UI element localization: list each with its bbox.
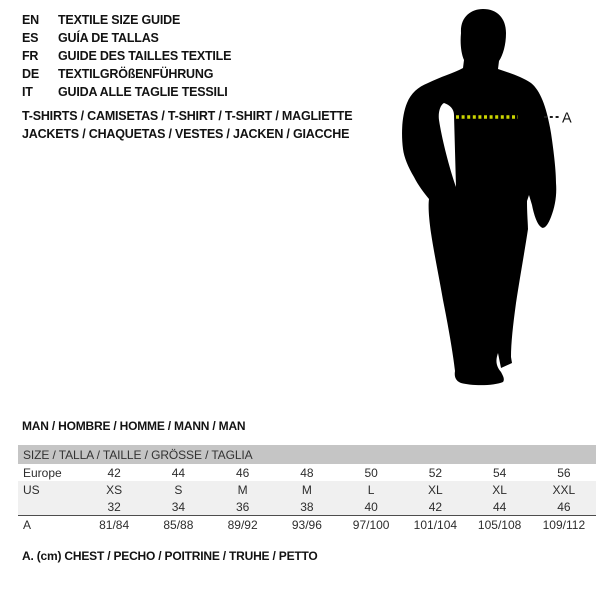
size-table-header: SIZE / TALLA / TAILLE / GRÖSSE / TAGLIA — [23, 447, 253, 462]
cell: 42 — [107, 465, 121, 480]
table-row-europe — [18, 464, 596, 481]
cell: 46 — [557, 499, 571, 514]
language-list — [22, 11, 231, 101]
language-row-es — [22, 29, 231, 47]
category-jackets: JACKETS / CHAQUETAS / VESTES / JACKEN / GIACCHE — [22, 127, 350, 141]
cell: XXL — [552, 482, 576, 497]
man-silhouette — [402, 9, 556, 385]
language-label: GUIDE DES TAILLES TEXTILE — [58, 49, 232, 63]
man-figure — [398, 5, 578, 390]
language-row-de — [22, 65, 231, 83]
language-row-it — [22, 83, 231, 101]
cell: 34 — [171, 499, 186, 514]
man-silhouette-svg — [398, 5, 578, 390]
cell: M — [301, 482, 312, 497]
cell: 93/96 — [275, 516, 339, 535]
cell: 42 — [428, 499, 443, 514]
language-code: EN — [22, 13, 39, 27]
cell: 105/108 — [468, 516, 532, 535]
cell: 32 — [107, 499, 121, 514]
row-label: US — [23, 482, 40, 497]
cell: L — [367, 482, 375, 497]
cell: 40 — [364, 499, 378, 514]
cell: 109/112 — [532, 516, 596, 535]
row-label: A — [18, 516, 82, 535]
cell: 48 — [300, 465, 314, 480]
language-code: IT — [22, 85, 33, 99]
cell: 52 — [428, 465, 443, 480]
language-code: FR — [22, 49, 39, 63]
cell: 89/92 — [211, 516, 275, 535]
cell: 36 — [235, 499, 250, 514]
cell: 44 — [492, 499, 507, 514]
cell: 101/104 — [403, 516, 467, 535]
measure-label-a: A — [562, 110, 572, 127]
cell: 56 — [557, 465, 571, 480]
cell: 38 — [300, 499, 314, 514]
cell: M — [237, 482, 248, 497]
language-row-fr — [22, 47, 231, 65]
language-label: TEXTILGRÖßENFÜHRUNG — [58, 67, 214, 81]
language-label: GUÍA DE TALLAS — [58, 31, 159, 45]
cell: 46 — [235, 465, 250, 480]
cell: XL — [492, 482, 507, 497]
cell: 50 — [364, 465, 378, 480]
size-table-header-row — [18, 445, 596, 464]
language-label: TEXTILE SIZE GUIDE — [58, 13, 181, 27]
category-tshirts: T-SHIRTS / CAMISETAS / T-SHIRT / T-SHIRT / MAGLIETTE — [22, 109, 353, 123]
table-row-intl — [18, 498, 596, 516]
size-table — [18, 445, 596, 534]
row-label: Europe — [23, 465, 62, 480]
cell: 54 — [492, 465, 507, 480]
language-code: ES — [22, 31, 39, 45]
row-label — [18, 498, 82, 516]
language-label: GUIDA ALLE TAGLIE TESSILI — [58, 85, 228, 99]
cell: 85/88 — [146, 516, 210, 535]
cell: 81/84 — [82, 516, 146, 535]
cell: 44 — [171, 465, 186, 480]
cell: S — [174, 482, 183, 497]
cell: XL — [428, 482, 443, 497]
cell: 97/100 — [339, 516, 403, 535]
language-code: DE — [22, 67, 39, 81]
section-title-man: MAN / HOMBRE / HOMME / MANN / MAN — [22, 419, 246, 433]
measurement-footnote: A. (cm) CHEST / PECHO / POITRINE / TRUHE / PETTO — [22, 549, 318, 563]
table-row-us — [18, 481, 596, 498]
category-list — [22, 107, 352, 143]
cell: XS — [106, 482, 123, 497]
table-row-chest-a — [18, 516, 596, 535]
language-row-en — [22, 11, 231, 29]
